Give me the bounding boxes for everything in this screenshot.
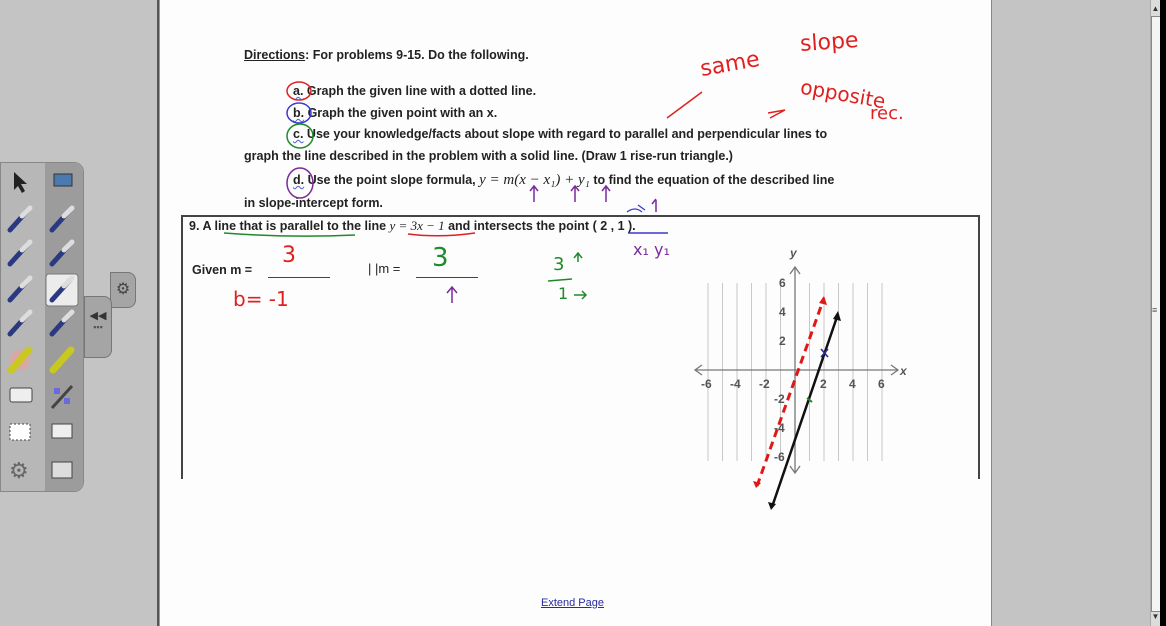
extend-page-link[interactable]: Extend Page	[541, 597, 604, 609]
select-arrow-icon[interactable]	[14, 172, 27, 193]
step-c-line2: graph the line described in the problem with a solid line. (Draw 1 rise-run triangle.)	[244, 149, 733, 163]
circle-d	[287, 168, 313, 198]
print-icon[interactable]	[52, 462, 72, 478]
scrollbar-grip-icon: ≡	[1152, 305, 1158, 315]
given-m-label: Given m =	[192, 263, 253, 277]
settings-gear-icon[interactable]: ⚙	[9, 458, 29, 483]
svg-text:2: 2	[779, 334, 786, 348]
annotation-given-m: 3	[282, 243, 296, 268]
screen-capture-icon[interactable]	[54, 174, 72, 186]
scroll-up-arrow-icon[interactable]: ▲	[1151, 4, 1160, 13]
svg-text:6: 6	[779, 276, 786, 290]
coordinate-graph	[690, 245, 920, 515]
highlighter-icons[interactable]	[10, 350, 71, 370]
svg-text:4: 4	[779, 305, 786, 319]
svg-text:-2: -2	[759, 377, 770, 391]
svg-text:4: 4	[849, 377, 856, 391]
circle-a	[287, 82, 311, 100]
area-capture-icon[interactable]	[10, 424, 30, 440]
pen-icons[interactable]	[10, 208, 78, 334]
svg-text:-4: -4	[730, 377, 741, 391]
step-c: c. Use your knowledge/facts about slope with regard to parallel and perpendicular lines to	[293, 127, 828, 141]
svg-text:-6: -6	[701, 377, 712, 391]
scroll-down-arrow-icon[interactable]: ▼	[1151, 612, 1160, 621]
svg-text:-6: -6	[774, 450, 785, 464]
given-line-equation: y = 3x − 1	[389, 218, 445, 233]
svg-text:2: 2	[820, 377, 827, 391]
svg-text:x: x	[900, 364, 907, 378]
annotation-rec: rec.	[870, 103, 904, 124]
step-d: d. Use the point slope formula, y = m(x − x₁) + y₁ to find the equation of the described line	[293, 172, 835, 188]
annotation-xy: x₁ y₁	[633, 240, 670, 259]
collapse-icon: ◀◀	[89, 310, 107, 322]
given-line-dashed	[757, 298, 824, 486]
svg-text:y: y	[790, 246, 797, 260]
step-b: b. Graph the given point with an x.	[293, 106, 498, 120]
window-capture-icon[interactable]	[52, 424, 72, 438]
annotation-slope: slope	[799, 27, 860, 58]
directions-heading: Directions: For problems 9-15. Do the following.	[244, 48, 529, 62]
annotation-same: same	[698, 46, 762, 83]
annotation-run: 1	[558, 284, 569, 303]
gear-icon: ⚙	[115, 281, 131, 298]
step-a: a. Graph the given line with a dotted line.	[293, 84, 537, 98]
problem-statement: 9. A line that is parallel to the line y = 3x − 1 and intersects the point ( 2 , 1 ).	[189, 218, 636, 233]
collapse-tab[interactable]	[84, 296, 112, 358]
grid-dots-icon: ▪▪▪	[93, 322, 103, 332]
annotation-parallel-m: 3	[432, 243, 449, 273]
svg-text:-2: -2	[774, 392, 785, 406]
settings-tab[interactable]	[110, 272, 136, 308]
circle-b	[287, 103, 311, 123]
toolbar-icons	[0, 162, 82, 490]
svg-text:6: 6	[878, 377, 885, 391]
point-slope-formula: y = m(x − x₁) + y₁	[479, 172, 590, 188]
eraser-icon[interactable]	[10, 388, 32, 402]
svg-text:-4: -4	[774, 421, 785, 435]
circle-c	[287, 124, 313, 148]
annotation-b-value: b= -1	[233, 287, 289, 311]
annotation-opposite: opposite	[798, 74, 888, 114]
tick-labels	[701, 246, 908, 464]
parallel-m-label: | |m =	[368, 261, 401, 276]
annotation-rise: 3	[553, 254, 565, 275]
step-d-line2: in slope-intercept form.	[244, 196, 383, 210]
